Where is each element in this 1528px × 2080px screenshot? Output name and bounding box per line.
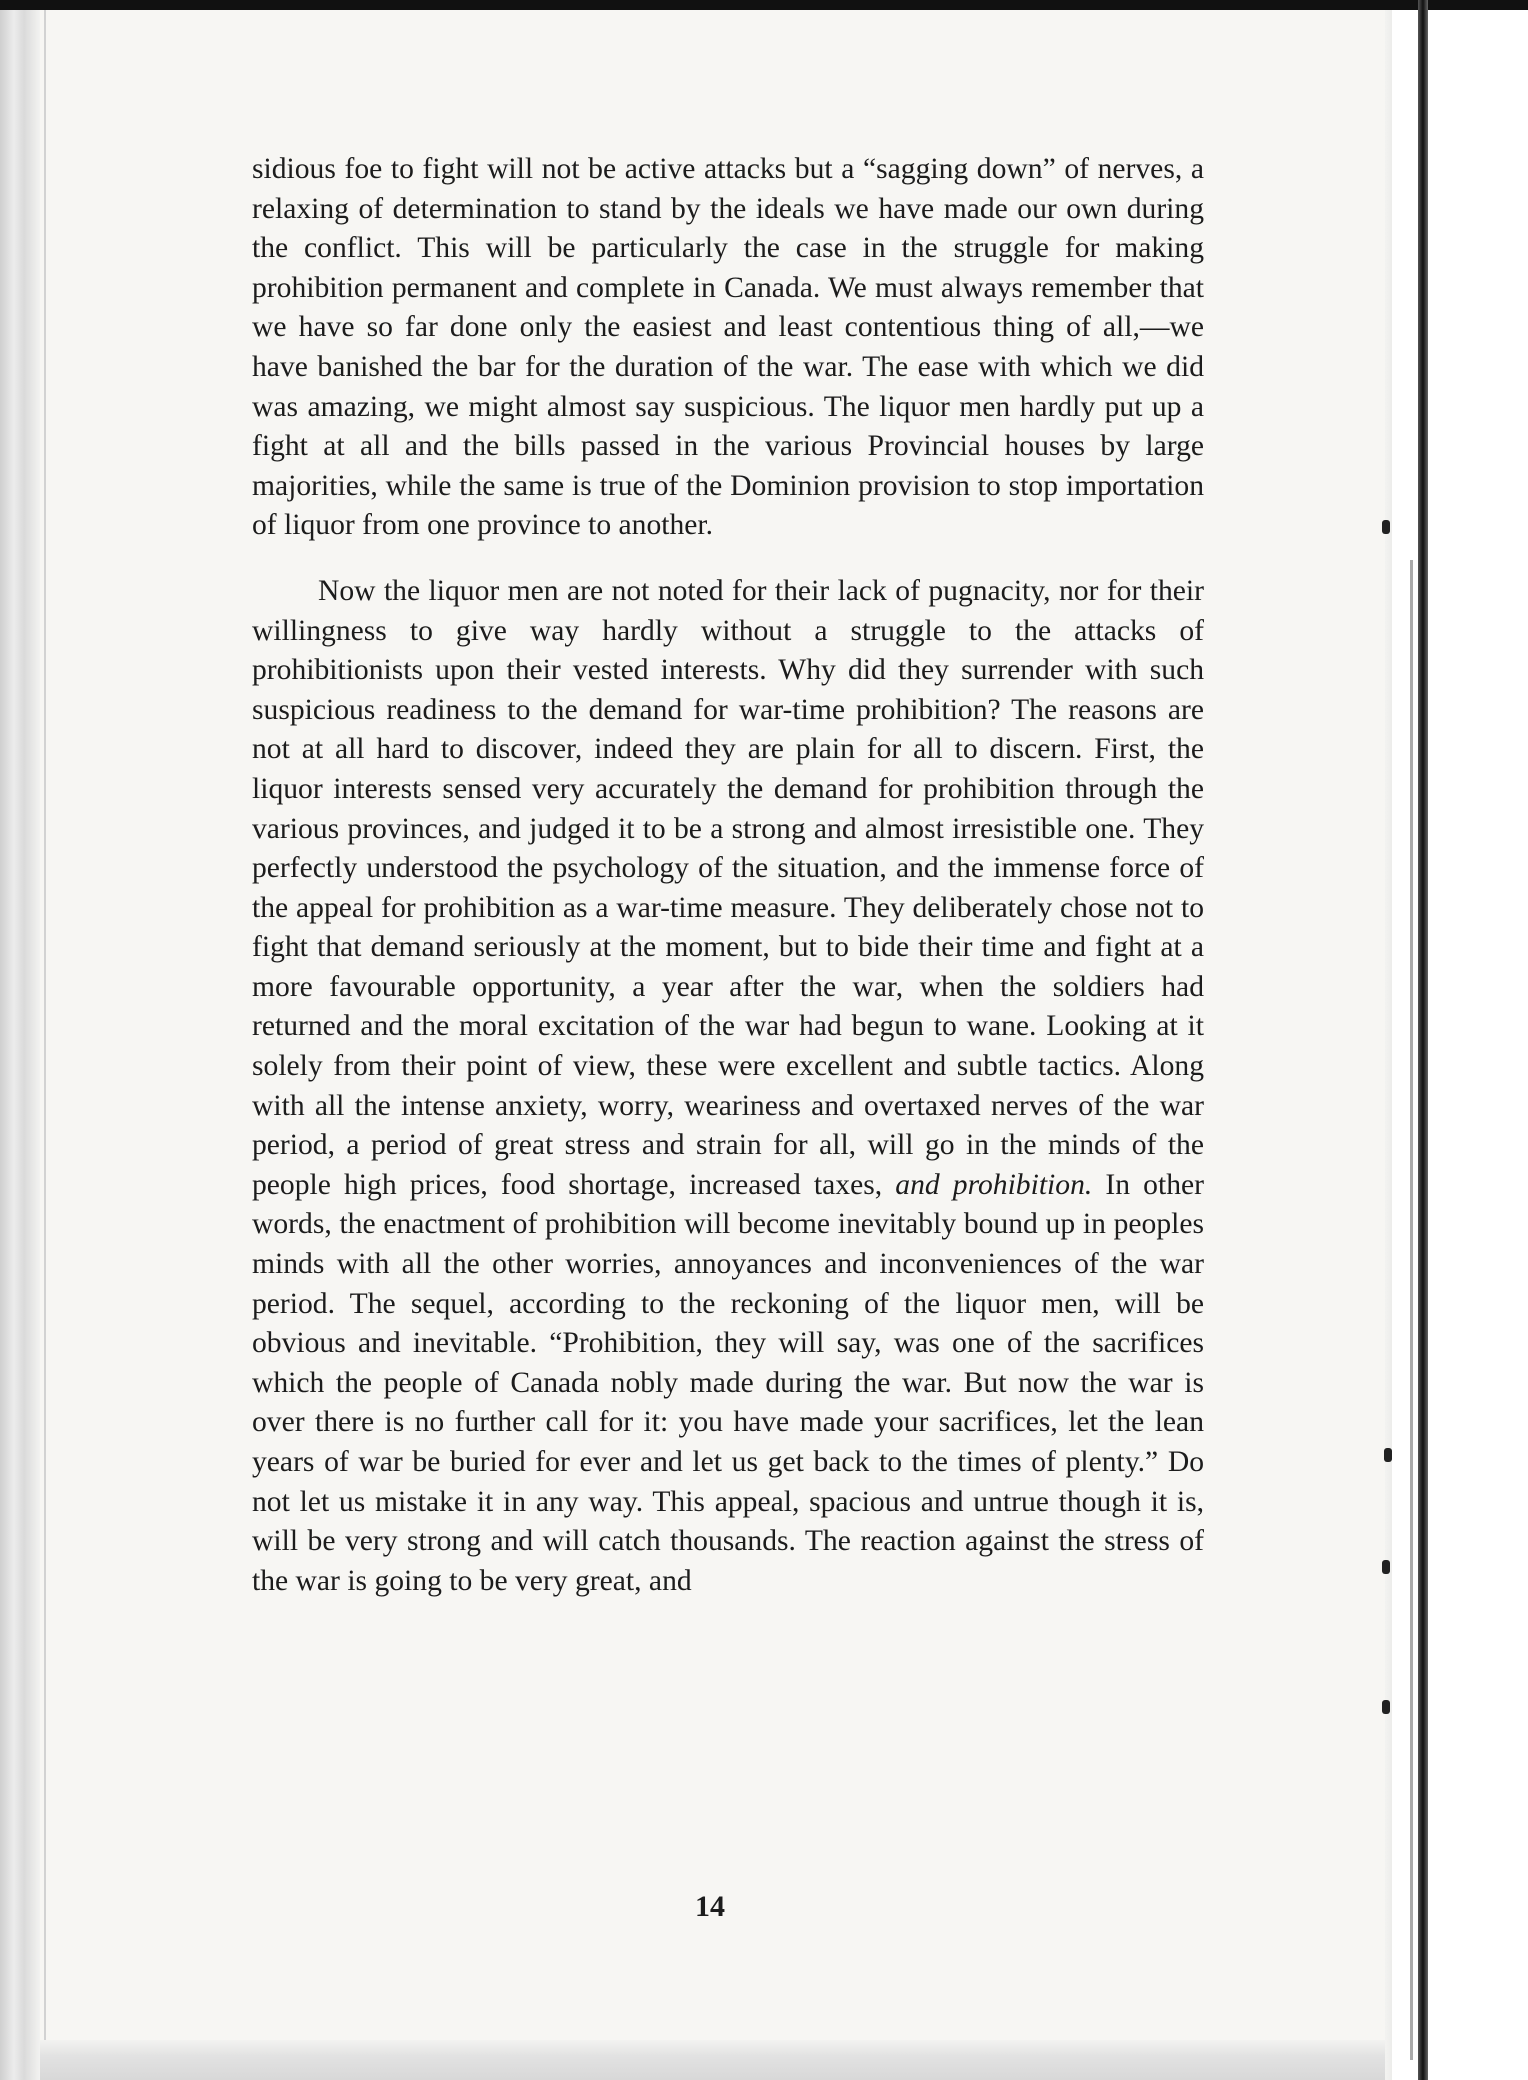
text-run: sidious foe to fight will not be active attacks but a “sagging down” of nerves, a relaxing of determination to stand by the ideals we have made our own during the conflict. This will be particularly the case in the struggle for making prohibition permanent and complete in Canada. We must always remember that we have so far done only the easiest and least contentious thing of all,—we have banished the bar for the duration of the war. The ease with which we did was amazing, we might almost say suspicious. The liquor men hardly put up a fight at all and the bills passed in the various Provincial houses by large majorities, while the same is true of the Dominion provision to stop importation of liquor from one province to another. bbox=[252, 153, 1204, 542]
body-text bbox=[252, 150, 1204, 1601]
scan-artifact-mark bbox=[1382, 520, 1390, 534]
text-run: Now the liquor men are not noted for their lack of pugnacity, nor for their willingness to give way hardly without a struggle to the attacks of prohibitionists upon their vested interests. Why did they surrender with such suspicious readiness to the demand for war-time prohibition? The reasons are not at all hard to discover, indeed they are plain for all to discern. First, the liquor interests sensed very accurately the demand for prohibition through the various provinces, and judged it to be a strong and almost irresistible one. They perfectly understood the psychology of the situation, and the immense force of the appeal for prohibition as a war-time measure. They deliberately chose not to fight that demand seriously at the moment, but to bide their time and fight at a more favourable opportunity, a year after the war, when the soldiers had returned and the moral excitation of the war had begun to wane. Looking at it solely from their point of view, these were excellent and subtle tactics. Along with all the intense anxiety, worry, weariness and overtaxed nerves of the war period, a period of great stress and strain for all, will go in the minds of the people high prices, food shortage, increased taxes, bbox=[252, 574, 1204, 1201]
page-number: 14 bbox=[695, 1890, 725, 1923]
top-scan-edge bbox=[0, 0, 1528, 10]
paragraph-1 bbox=[252, 150, 1204, 546]
left-page-border bbox=[44, 10, 46, 2070]
scan-artifact-mark bbox=[1382, 1560, 1390, 1574]
paragraph-2 bbox=[252, 572, 1204, 1601]
bottom-page-edge bbox=[40, 2040, 1400, 2080]
scan-artifact-mark bbox=[1382, 1700, 1390, 1714]
text-run: In other words, the enactment of prohibition will become inevitably bound up in peoples minds with all the other worries, annoyances and inconveniences of the war period. The sequel, according to the reckoning of the liquor men, will be obvious and inevitable. “Prohibition, they will say, was one of the sacrifices which the people of Canada nobly made during the war. But now the war is over there is no further call for it: you have made your sacrifices, let the lean years of war be buried for ever and let us get back to the times of plenty.” Do not let us mistake it in any way. This appeal, spacious and untrue though it is, will be very strong and will catch thousands. The reaction against the stress of the war is going to be very great, and bbox=[252, 1168, 1204, 1597]
left-binding-edge bbox=[0, 10, 40, 2080]
right-binding-rule bbox=[1418, 0, 1428, 2080]
right-page-line bbox=[1410, 560, 1413, 2060]
italic-text-run: and prohibition. bbox=[895, 1168, 1093, 1201]
scan-artifact-mark bbox=[1384, 1448, 1392, 1462]
